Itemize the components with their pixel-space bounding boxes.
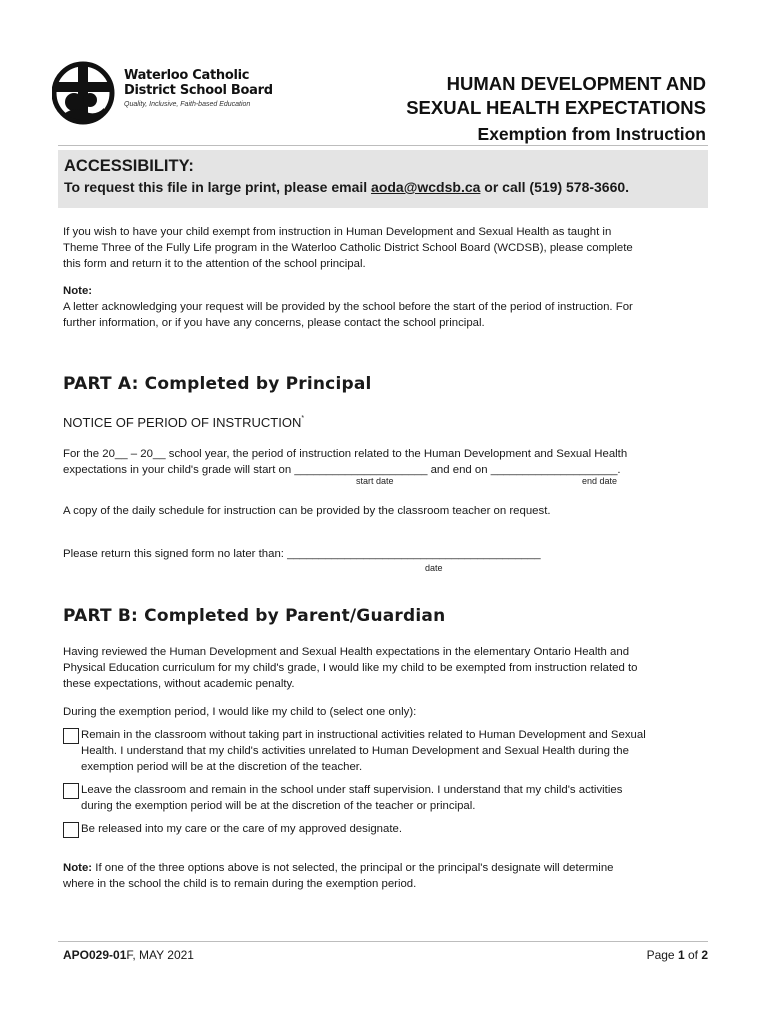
option-remain-in-classroom bbox=[63, 727, 713, 775]
logo-name-line1: Waterloo Catholic bbox=[124, 68, 250, 83]
part-a-heading: PART A: Completed by Principal bbox=[63, 374, 372, 394]
option-1-line3: exemption period will be at the discretion of the teacher. bbox=[81, 761, 363, 773]
start-date-label: start date bbox=[356, 476, 394, 486]
header-divider bbox=[58, 145, 708, 146]
option-3-checkbox[interactable] bbox=[63, 822, 79, 838]
intro-line3: this form and return it to the attention of the school principal. bbox=[63, 258, 366, 270]
intro-line1: If you wish to have your child exempt from instruction in Human Development and Sexual Health as taught in bbox=[63, 226, 612, 238]
accessibility-box bbox=[58, 150, 708, 208]
page-total: 2 bbox=[701, 948, 708, 962]
part-b-note-line2: where in the school the child is to remain during the exemption period. bbox=[63, 878, 417, 890]
notice-text: NOTICE OF PERIOD OF INSTRUCTION bbox=[63, 415, 302, 430]
part-b-note-line1 bbox=[63, 860, 713, 876]
note-label: Note: bbox=[63, 285, 93, 297]
option-1-text bbox=[81, 727, 713, 775]
part-b-line3: these expectations, without academic penalty. bbox=[63, 678, 295, 690]
part-b-note bbox=[63, 860, 713, 892]
intro-line2: Theme Three of the Fully Life program in the Waterloo Catholic District School Board (WCDSB), please complete bbox=[63, 242, 633, 254]
title-line1: HUMAN DEVELOPMENT AND bbox=[446, 73, 706, 94]
form-code bbox=[63, 948, 194, 962]
note-line1: A letter acknowledging your request will be provided by the school before the start of the period of instruction. For bbox=[63, 301, 633, 313]
part-b-line2: Physical Education curriculum for my child's grade, I would like my child to be exempted from instruction related to bbox=[63, 662, 638, 674]
notice-mark: * bbox=[301, 415, 305, 422]
return-date-label: date bbox=[425, 563, 443, 573]
footer-divider bbox=[58, 941, 708, 942]
notice-heading bbox=[63, 415, 304, 430]
note-paragraph bbox=[63, 283, 713, 331]
title-line2: SEXUAL HEALTH EXPECTATIONS bbox=[406, 97, 706, 118]
page-number bbox=[647, 948, 708, 962]
option-2-text bbox=[81, 782, 713, 814]
cross-emblem-icon bbox=[52, 60, 116, 126]
option-2-line2: during the exemption period will be at the discretion of the teacher or principal. bbox=[81, 800, 476, 812]
title-subtitle: Exemption from Instruction bbox=[477, 124, 706, 144]
logo-name-line2: District School Board bbox=[124, 83, 273, 98]
part-b-note-text: If one of the three options above is not selected, the principal or the principal's designate will determine bbox=[92, 862, 614, 874]
form-code-rest: F, MAY 2021 bbox=[126, 948, 194, 962]
form-code-bold: APO029-01 bbox=[63, 948, 127, 962]
accessibility-email-link[interactable]: aoda@wcdsb.ca bbox=[371, 179, 481, 195]
logo-tagline: Quality, Inclusive, Faith-based Education bbox=[124, 101, 251, 108]
option-leave-classroom bbox=[63, 782, 713, 814]
part-b-intro bbox=[63, 644, 713, 692]
period-line2: expectations in your child's grade will start on _____________________ and end on ____________________. bbox=[63, 464, 621, 476]
option-1-line1: Remain in the classroom without taking part in instructional activities related to Human Development and Sexual bbox=[81, 729, 646, 741]
return-by-text: Please return this signed form no later than: ________________________________________ bbox=[63, 548, 541, 560]
option-1-line2: Health. I understand that my child's activities unrelated to Human Development and Sexual Health during the bbox=[81, 745, 629, 757]
note-line2: further information, or if you have any concerns, please contact the school principal. bbox=[63, 317, 485, 329]
wcdsb-logo bbox=[52, 60, 282, 126]
document-title bbox=[406, 72, 706, 146]
option-3-text: Be released into my care or the care of my approved designate. bbox=[81, 823, 403, 835]
end-date-label: end date bbox=[582, 476, 618, 486]
page-mid: of bbox=[684, 948, 702, 962]
option-1-checkbox[interactable] bbox=[63, 728, 79, 744]
intro-paragraph bbox=[63, 224, 713, 272]
during-exemption-text: During the exemption period, I would like my child to (select one only): bbox=[63, 706, 417, 718]
page-pre: Page bbox=[646, 948, 678, 962]
accessibility-pre: To request this file in large print, please email bbox=[64, 179, 372, 195]
part-b-heading: PART B: Completed by Parent/Guardian bbox=[63, 606, 446, 626]
instruction-period-paragraph bbox=[63, 446, 713, 478]
accessibility-text bbox=[64, 177, 702, 197]
part-b-note-label: Note: bbox=[63, 862, 93, 874]
option-2-line1: Leave the classroom and remain in the school under staff supervision. I understand that my child's activities bbox=[81, 784, 623, 796]
period-line1: For the 20__ – 20__ school year, the period of instruction related to the Human Development and Sexual Health bbox=[63, 448, 628, 460]
part-b-line1: Having reviewed the Human Development and Sexual Health expectations in the elementary Ontario Health and bbox=[63, 646, 630, 658]
accessibility-heading: ACCESSIBILITY: bbox=[64, 157, 194, 175]
schedule-copy-text: A copy of the daily schedule for instruction can be provided by the classroom teacher on request. bbox=[63, 505, 551, 517]
accessibility-post: or call (519) 578-3660. bbox=[480, 179, 630, 195]
option-2-checkbox[interactable] bbox=[63, 783, 79, 799]
page-current: 1 bbox=[677, 948, 685, 962]
option-released-to-care bbox=[63, 821, 713, 837]
